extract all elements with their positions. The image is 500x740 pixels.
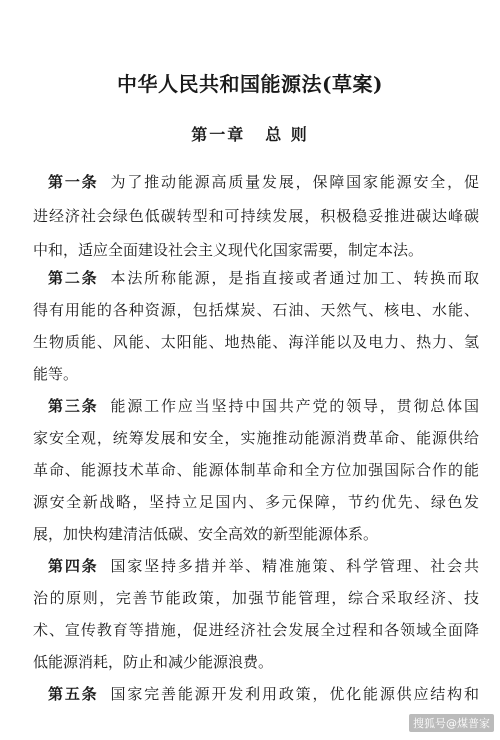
watermark-label: 搜狐号@煤普家	[409, 714, 494, 732]
article-3-line-2: 家安全观，统筹发展和安全，实施推动能源消费革命、能源供给	[33, 429, 479, 447]
article-5-label: 第五条	[48, 685, 99, 703]
article-4-text-1: 国家坚持多措并举、精准施策、科学管理、社会共	[110, 557, 479, 575]
article-1-label: 第一条	[48, 173, 99, 191]
article-4-line-2: 治的原则，完善节能政策，加强节能管理，综合采取经济、技	[33, 589, 479, 607]
article-2-label: 第二条	[48, 269, 99, 287]
chapter-label: 第一章	[191, 125, 246, 144]
article-4-line-4: 低能源消耗，防止和减少能源浪费。	[33, 653, 274, 671]
article-1-line-3: 中和，适应全面建设社会主义现代化国家需要，制定本法。	[33, 241, 424, 259]
article-2-line-1	[48, 268, 479, 288]
article-5-text-1: 国家完善能源开发利用政策，优化能源供应结构和	[110, 685, 479, 703]
article-2-text-1: 本法所称能源，是指直接或者通过加工、转换而取	[110, 269, 479, 287]
article-4-line-3: 术、宣传教育等措施，促进经济社会发展全过程和各领域全面降	[33, 621, 479, 639]
article-1-text-1: 为了推动能源高质量发展，保障国家能源安全，促	[110, 173, 479, 191]
article-3-line-5: 展，加快构建清洁低碳、安全高效的新型能源体系。	[33, 525, 379, 543]
document-title: 中华人民共和国能源法(草案)	[117, 72, 383, 96]
article-2-line-3: 生物质能、风能、太阳能、地热能、海洋能以及电力、热力、氢	[33, 333, 479, 351]
article-3-text-1: 能源工作应当坚持中国共产党的领导，贯彻总体国	[110, 397, 479, 415]
article-1-line-1	[48, 172, 479, 192]
chapter-name: 总 则	[265, 125, 309, 144]
article-2-line-4: 能等。	[33, 365, 79, 383]
article-3-line-3: 革命、能源技术革命、能源体制革命和全方位加强国际合作的能	[33, 461, 479, 479]
article-4-label: 第四条	[48, 557, 99, 575]
article-3-line-1	[48, 396, 479, 416]
article-3-line-4: 源安全新战略，坚持立足国内、多元保障，节约优先、绿色发	[33, 493, 479, 511]
article-3-label: 第三条	[48, 397, 99, 415]
chapter-heading	[0, 122, 500, 145]
article-2-line-2: 得有用能的各种资源，包括煤炭、石油、天然气、核电、水能、	[33, 301, 479, 319]
article-4-line-1	[48, 556, 479, 576]
article-1-line-2: 进经济社会绿色低碳转型和可持续发展，积极稳妥推进碳达峰碳	[33, 207, 479, 225]
article-5-line-1	[48, 684, 479, 704]
